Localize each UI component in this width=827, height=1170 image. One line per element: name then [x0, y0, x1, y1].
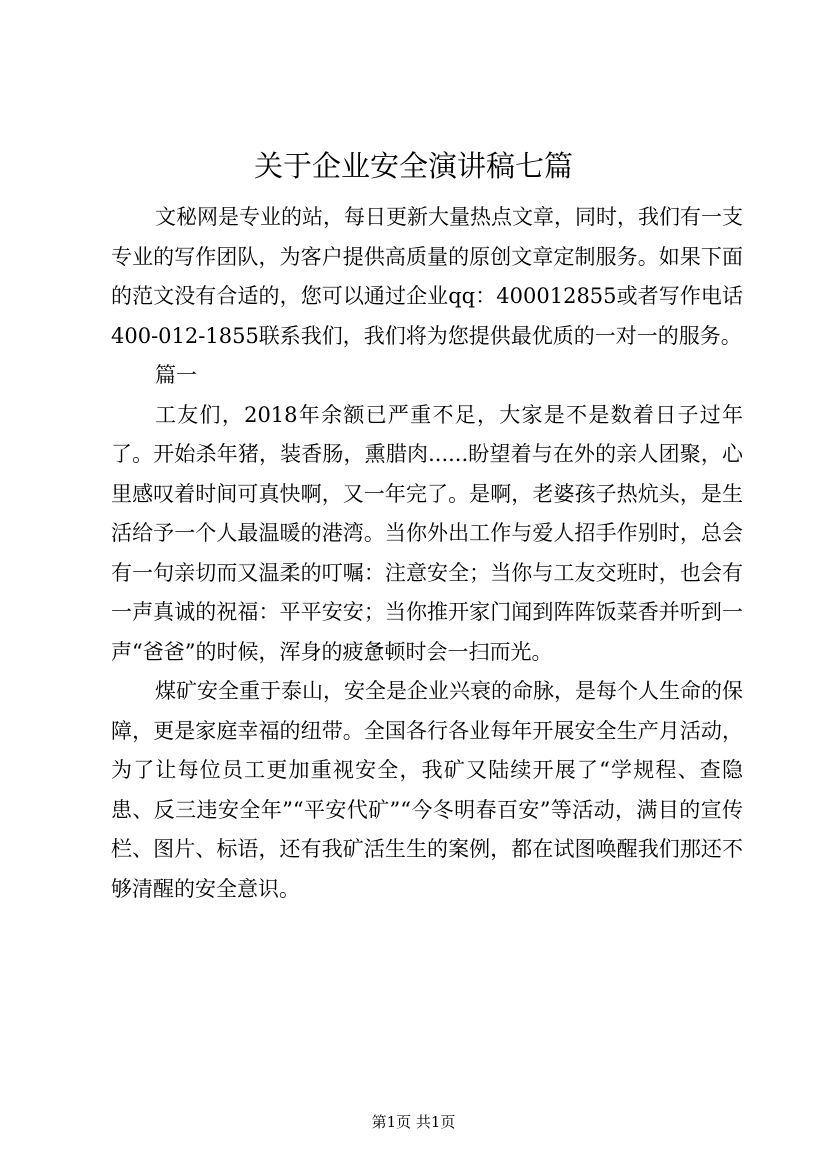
body-paragraph-1: 工友们，2018年余额已严重不足，大家是不是数着日子过年了。开始杀年猪，装香肠，熏腊肉......盼望着与在外的亲人团聚，心里感叹着时间可真快啊，又一年完了。是啊，老婆孩子热炕头，是生活给予一个人最温暖的港湾。当你外出工作与爱人招手作别时，总会有一句亲切而又温柔的叮嘱：注意安全；当你与工友交班时，也会有一声真诚的祝福：平平安安；当你推开家门闻到阵阵饭菜香并听到一声“爸爸”的时候，浑身的疲惫顿时会一扫而光。	[111, 402, 743, 664]
document-body	[111, 198, 743, 909]
section-heading: 篇一	[155, 363, 197, 387]
page-footer: 第1页 共1页	[371, 1113, 456, 1131]
body-paragraph-2: 煤矿安全重于泰山，安全是企业兴衰的命脉，是每个人生命的保障，更是家庭幸福的纽带。全国各行各业每年开展安全生产月活动，为了让每位员工更加重视安全，我矿又陆续开展了“学规程、查隐患、反三违安全年”“平安代矿”“今冬明春百安”等活动，满目的宣传栏、图片、标语，还有我矿活生生的案例，都在试图唤醒我们那还不够清醒的安全意识。	[111, 679, 743, 901]
intro-paragraph: 文秘网是专业的站，每日更新大量热点文章，同时，我们有一支专业的写作团队，为客户提供高质量的原创文章定制服务。如果下面的范文没有合适的，您可以通过企业qq：400012855或者写作电话400-012-1855联系我们，我们将为您提供最优质的一对一的服务。	[111, 205, 743, 348]
document-title: 关于企业安全演讲稿七篇	[253, 149, 573, 183]
